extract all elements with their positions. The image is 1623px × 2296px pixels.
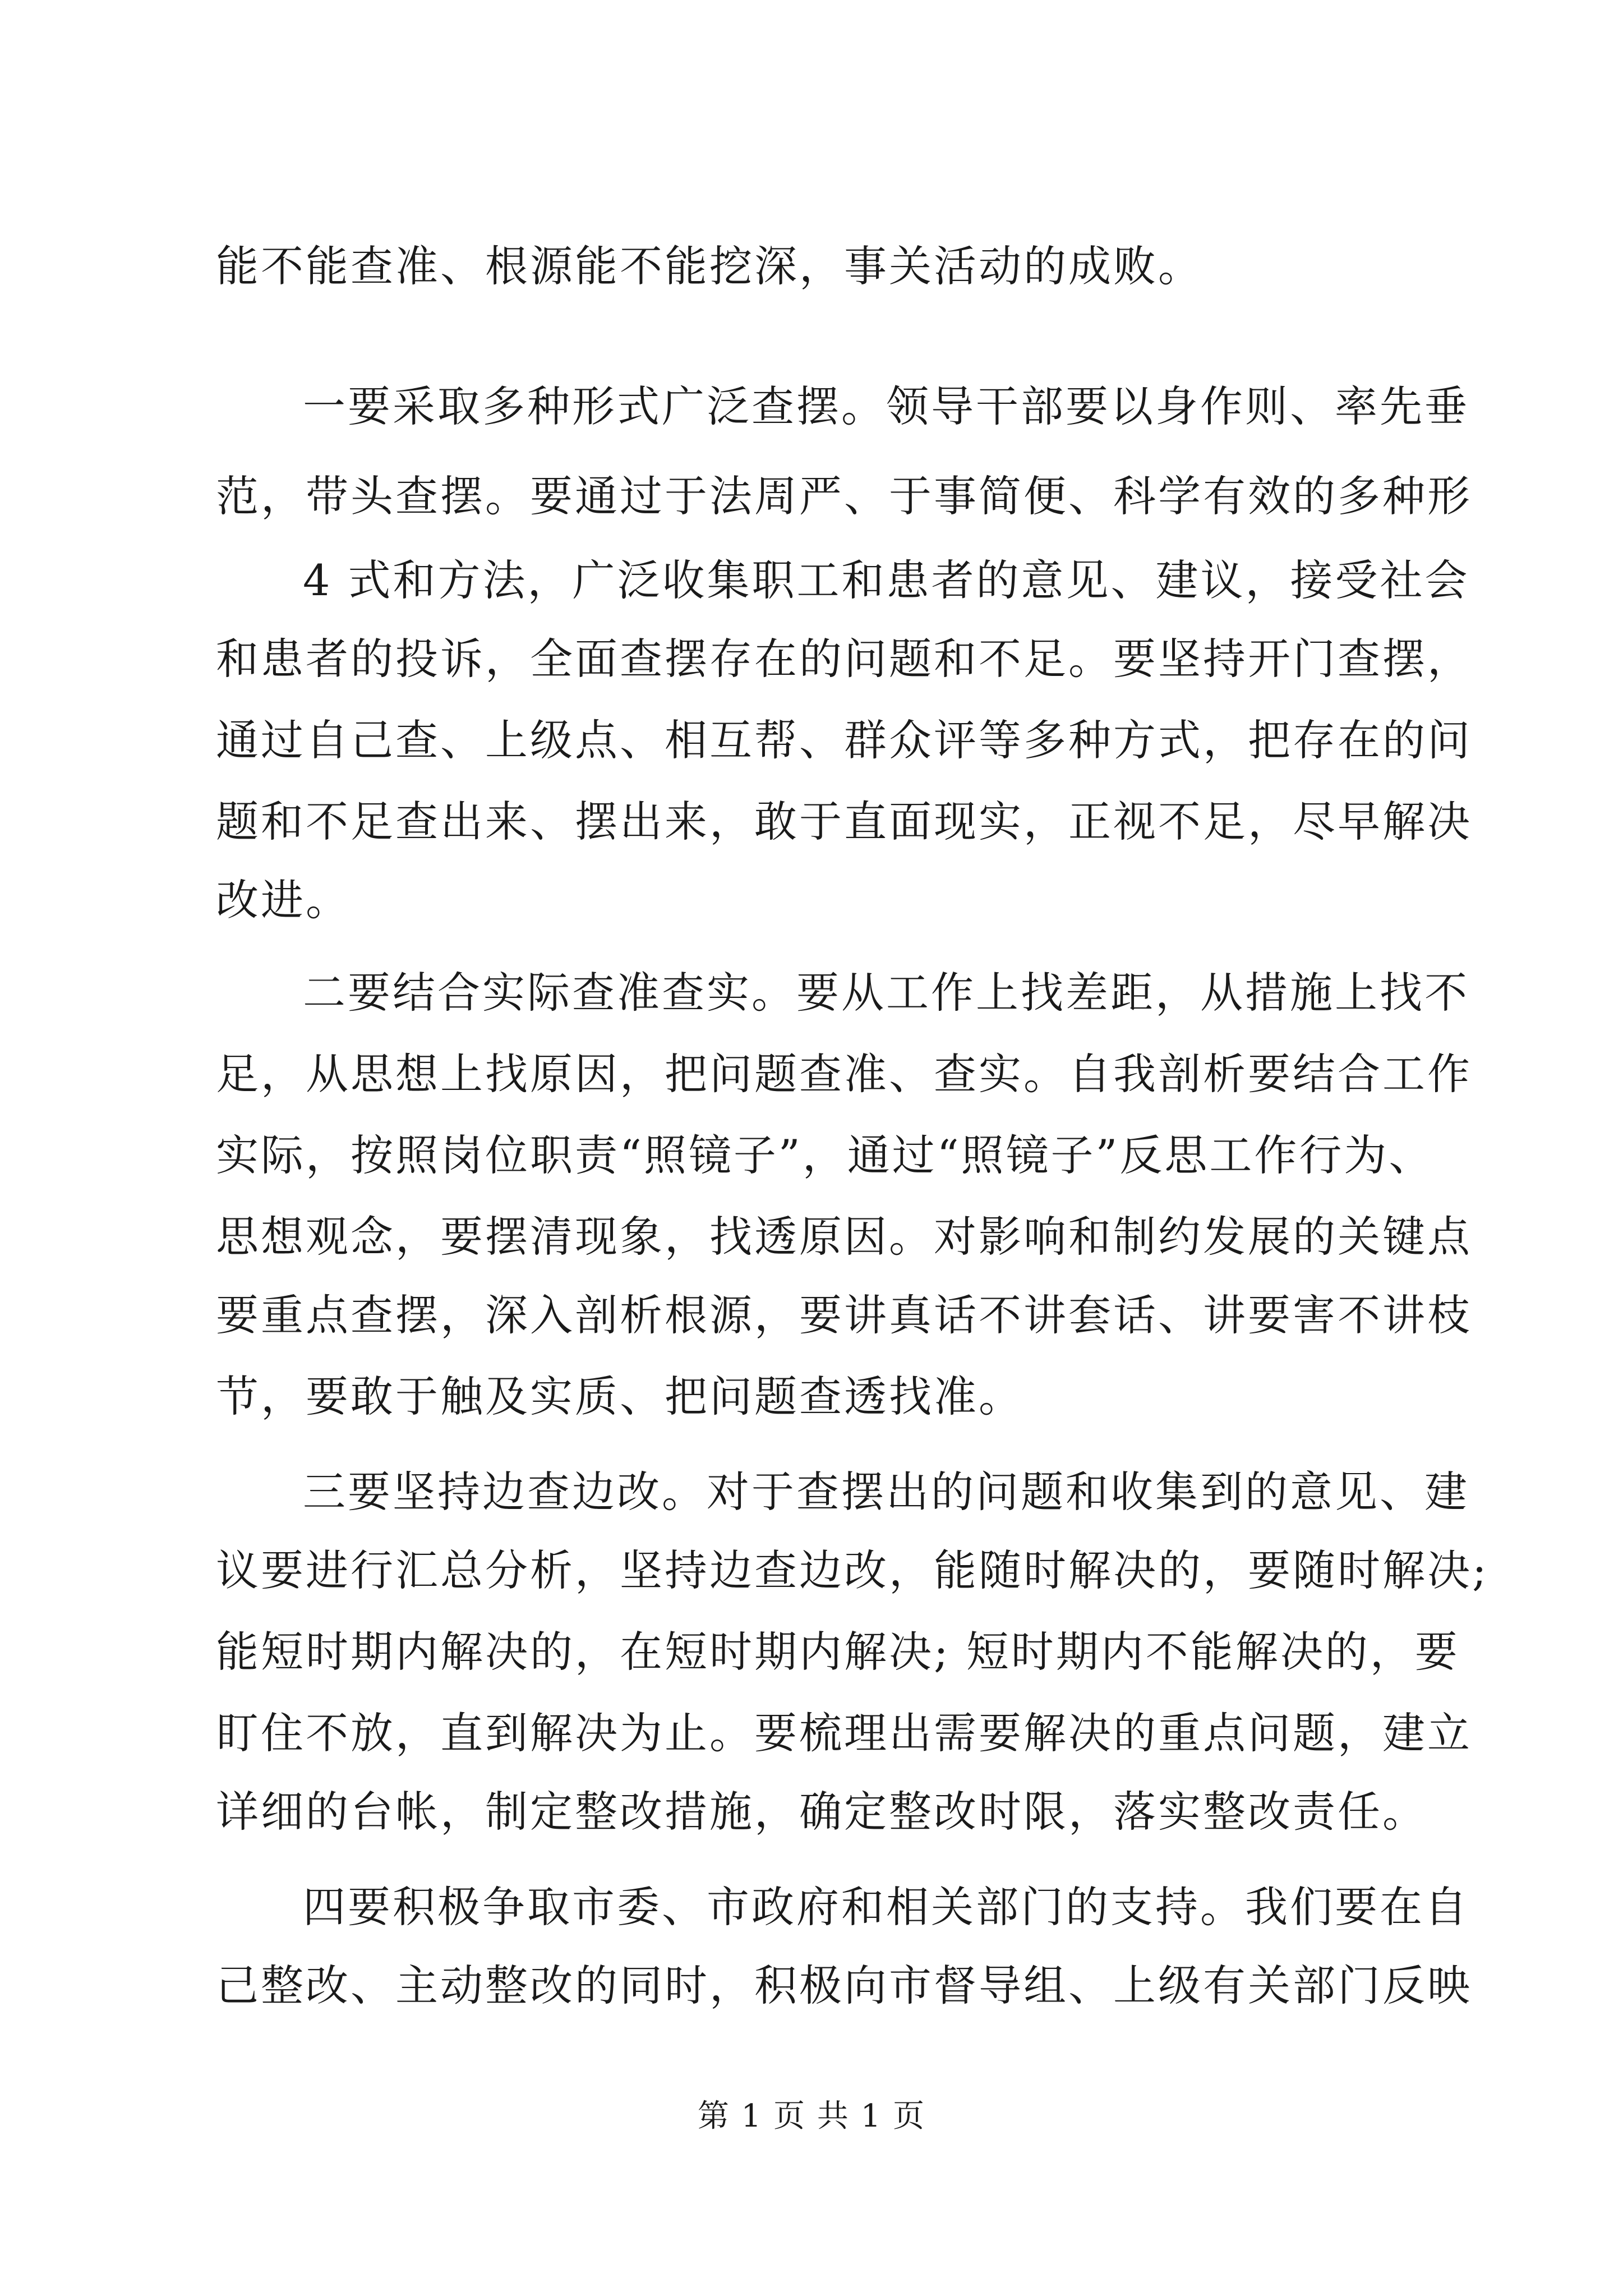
text-line: 议要进行汇总分析，坚持边查边改，能随时解决的，要随时解决; bbox=[216, 1545, 1489, 1595]
text-line: 范，带头查摆。要通过于法周严、于事简便、科学有效的多种形 bbox=[216, 471, 1472, 521]
text-line: 己整改、主动整改的同时，积极向市督导组、上级有关部门反映 bbox=[216, 1961, 1472, 2010]
text-line: 要重点查摆，深入剖析根源，要讲真话不讲套话、讲要害不讲枝 bbox=[216, 1290, 1472, 1340]
text-line: 能不能查准、根源能不能挖深，事关活动的成败。 bbox=[216, 241, 1203, 291]
text-line: 足，从思想上找原因，把问题查准、查实。自我剖析要结合工作 bbox=[216, 1049, 1472, 1099]
text-line: 节，要敢于触及实质、把问题查透找准。 bbox=[216, 1372, 1023, 1421]
text-line: 和患者的投诉，全面查摆存在的问题和不足。要坚持开门查摆， bbox=[216, 634, 1472, 684]
text-line: 二要结合实际查准查实。要从工作上找差距，从措施上找不 bbox=[303, 968, 1469, 1018]
text-line: 实际，按照岗位职责“照镜子”，通过“照镜子”反思工作行为、 bbox=[216, 1130, 1434, 1180]
text-line: 4 式和方法，广泛收集职工和患者的意见、建议，接受社会 bbox=[303, 555, 1470, 605]
text-line: 四要积极争取市委、市政府和相关部门的支持。我们要在自 bbox=[303, 1882, 1469, 1932]
text-line: 改进。 bbox=[216, 875, 351, 925]
text-line: 一要采取多种形式广泛查摆。领导干部要以身作则、率先垂 bbox=[303, 381, 1469, 431]
text-line: 题和不足查出来、摆出来，敢于直面现实，正视不足，尽早解决 bbox=[216, 797, 1472, 846]
text-line: 详细的台帐，制定整改措施，确定整改时限，落实整改责任。 bbox=[216, 1787, 1427, 1837]
text-line: 通过自己查、上级点、相互帮、群众评等多种方式，把存在的问 bbox=[216, 715, 1472, 765]
text-line: 思想观念，要摆清现象，找透原因。对影响和制约发展的关键点 bbox=[216, 1212, 1472, 1262]
text-line: 三要坚持边查边改。对于查摆出的问题和收集到的意见、建 bbox=[303, 1467, 1469, 1517]
text-line: 盯住不放，直到解决为止。要梳理出需要解决的重点问题，建立 bbox=[216, 1708, 1472, 1758]
page-number-footer: 第 1 页 共 1 页 bbox=[697, 2098, 926, 2134]
text-line: 能短时期内解决的，在短时期内解决; 短时期内不能解决的，要 bbox=[216, 1627, 1460, 1677]
